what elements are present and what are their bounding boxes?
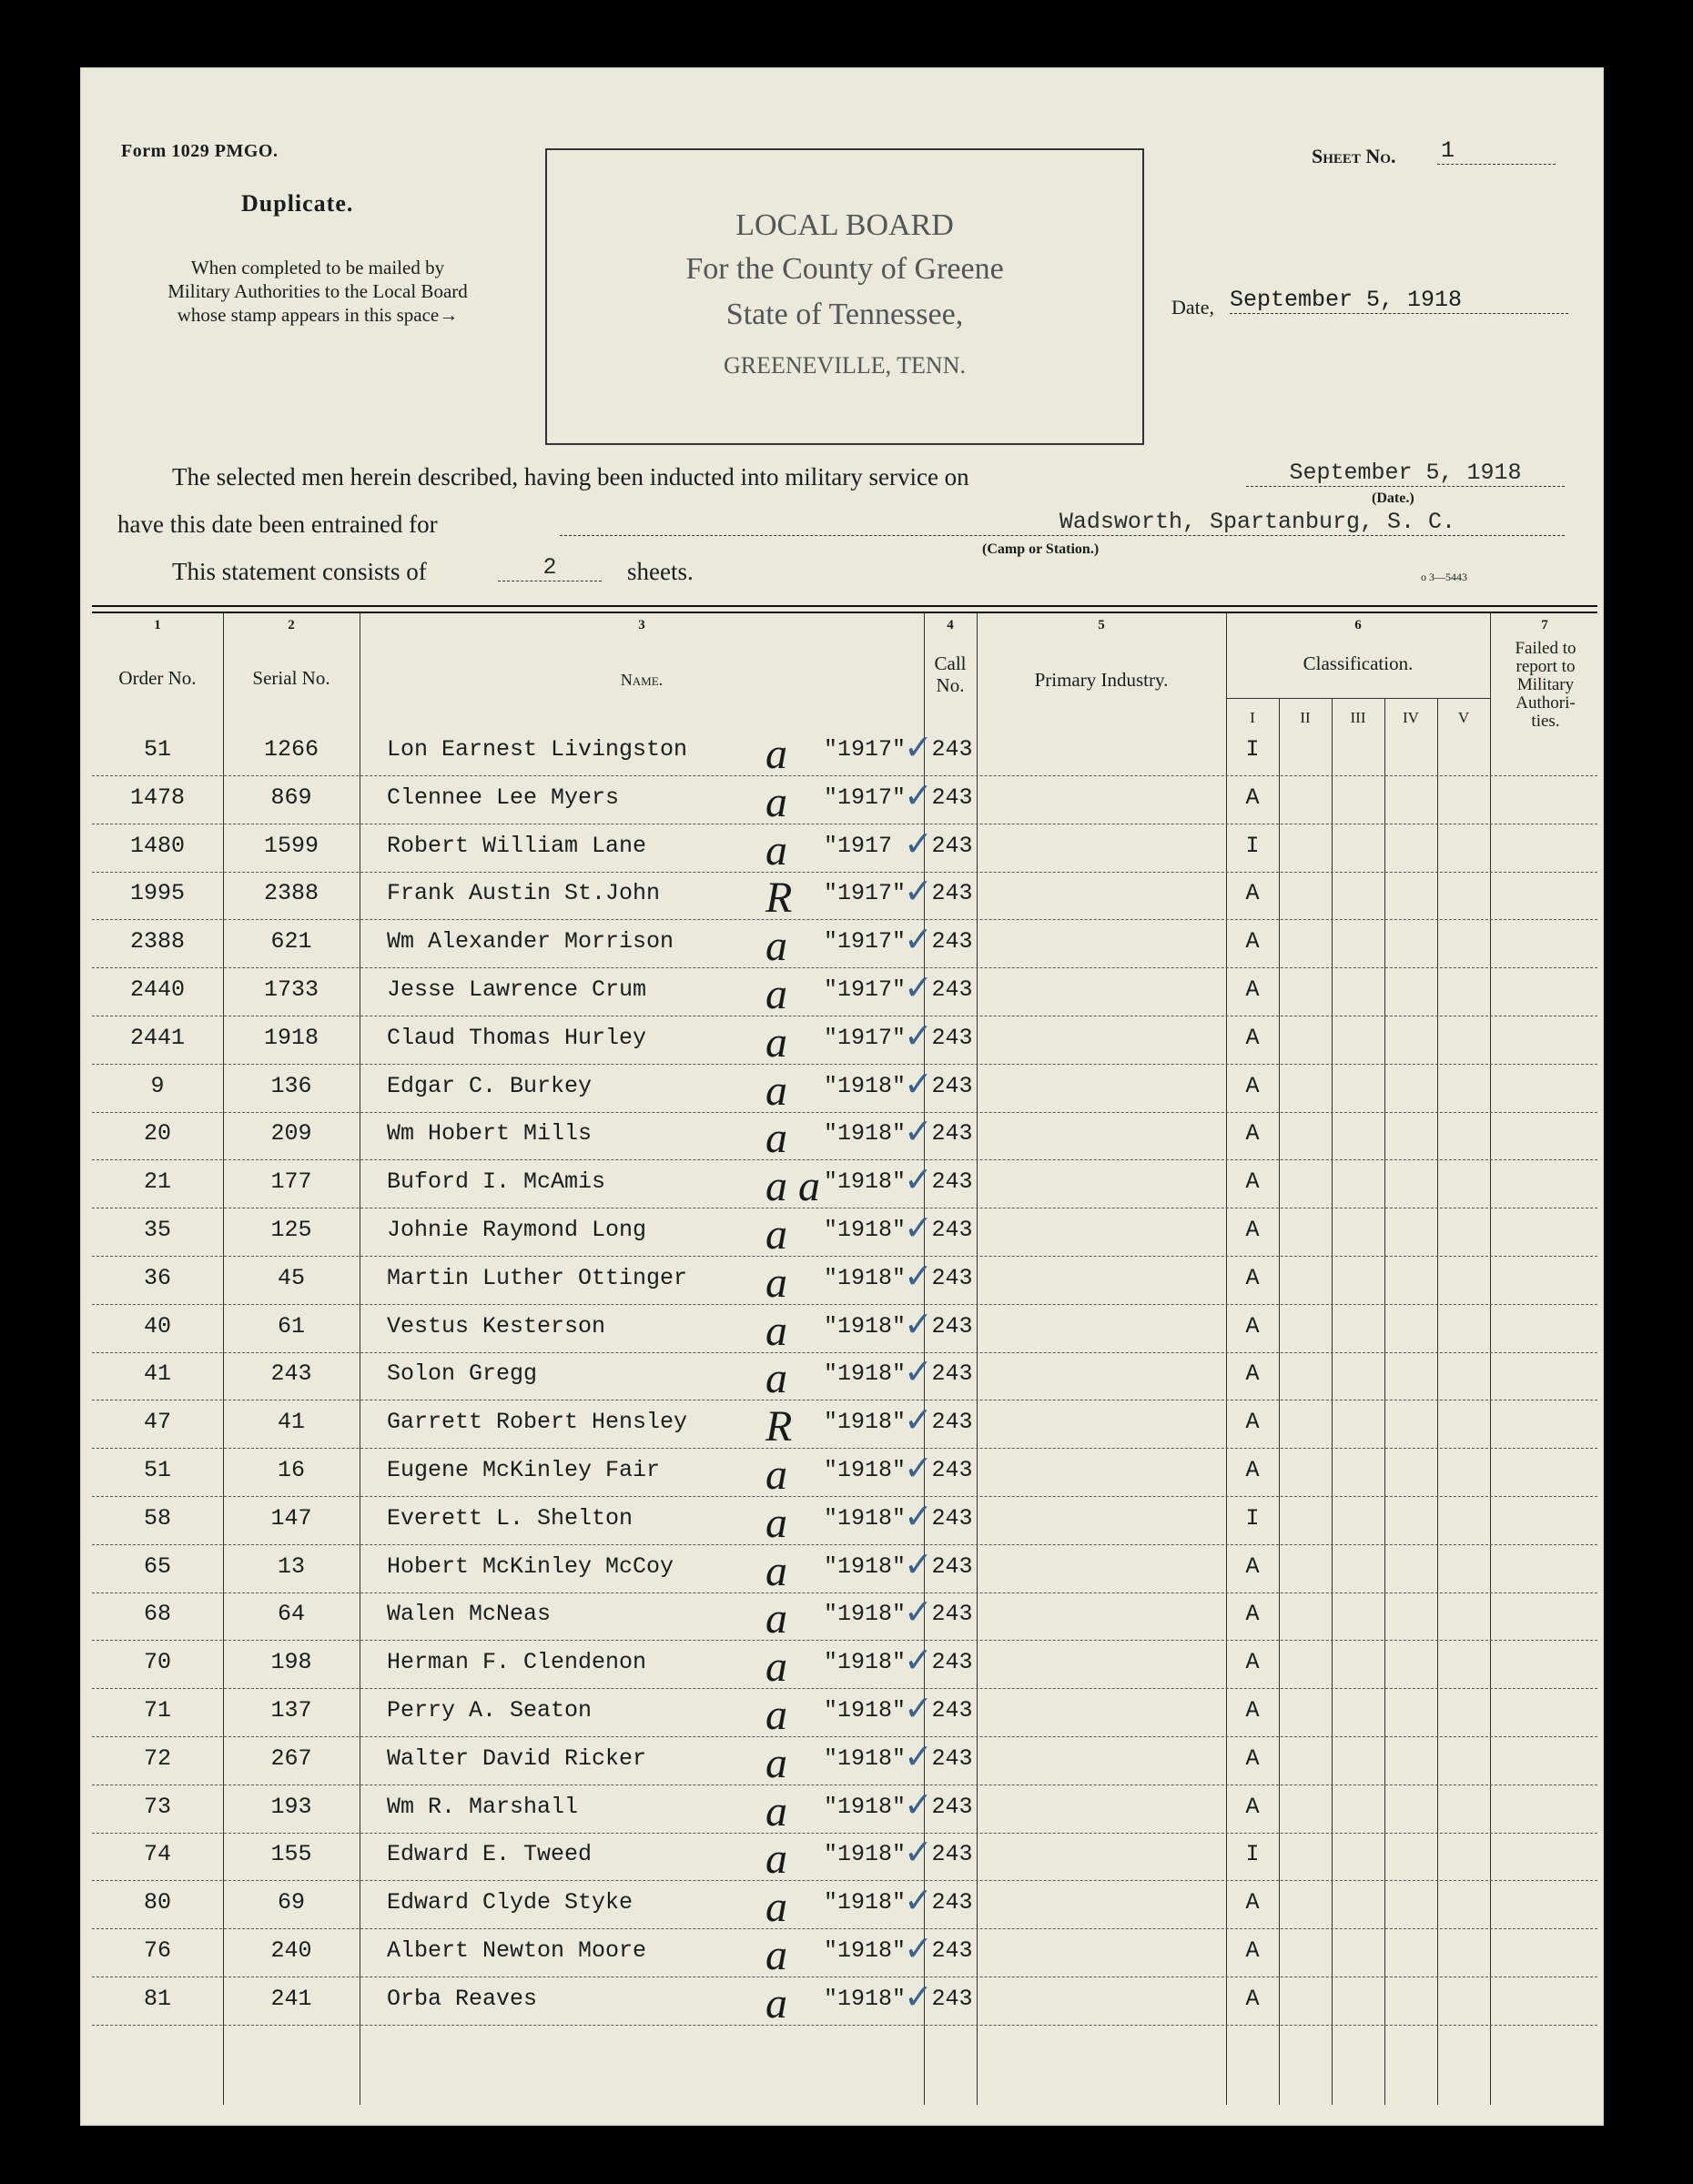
status-mark: a [765, 1931, 787, 1979]
checkmark-icon: ✓ [904, 1015, 933, 1056]
year-cell: "1918" [824, 1841, 907, 1868]
table-row [92, 1159, 1597, 1211]
year-cell: "1917" [824, 1024, 907, 1051]
call-no-cell: 243 [931, 1601, 973, 1628]
table-row [92, 919, 1597, 971]
table-row [92, 1255, 1597, 1307]
serial-no-cell: 64 [277, 1601, 305, 1628]
print-code: o 3—5443 [1421, 571, 1467, 583]
table-row [92, 1209, 1597, 1257]
name-cell: Wm R. Marshall [387, 1793, 579, 1820]
call-no-cell: 243 [931, 1217, 973, 1243]
table-row [92, 1640, 1597, 1692]
checkmark-icon: ✓ [904, 1063, 933, 1104]
call-no-cell: 243 [931, 1360, 973, 1388]
col-number: 5 [1098, 618, 1105, 632]
checkmark-icon: ✓ [904, 919, 933, 960]
call-no-cell: 243 [931, 1552, 973, 1580]
table-row [92, 969, 1597, 1016]
local-board-stamp [545, 148, 1144, 445]
status-mark: a [765, 1017, 787, 1067]
call-no-cell: 243 [931, 1649, 973, 1676]
classification-cell: A [1245, 1312, 1260, 1340]
serial-no-cell: 209 [270, 1120, 312, 1148]
call-no-cell: 243 [931, 784, 973, 811]
year-cell: "1918" [824, 1601, 907, 1628]
checkmark-icon: ✓ [904, 1640, 933, 1681]
checkmark-icon: ✓ [904, 1159, 933, 1200]
call-no-cell: 243 [931, 1744, 973, 1772]
col-number: 2 [288, 618, 295, 632]
status-mark: a [765, 970, 787, 1018]
classification-cell: I [1245, 736, 1260, 763]
classification-cell: A [1245, 1697, 1260, 1724]
year-cell: "1917" [824, 928, 907, 956]
order-no-cell: 65 [143, 1552, 171, 1580]
status-mark: a [765, 1066, 787, 1115]
checkmark-icon: ✓ [904, 1495, 933, 1536]
statement-line-3: This statement consists of [172, 558, 427, 585]
table-row [92, 1880, 1597, 1932]
year-cell: "1918" [824, 1264, 907, 1291]
status-mark: a a [765, 1162, 820, 1211]
name-cell: Johnie Raymond Long [387, 1217, 647, 1243]
class-col-iii: III [1350, 709, 1366, 726]
year-cell: "1917" [824, 736, 907, 763]
induction-date: September 5, 1918 [1246, 460, 1565, 487]
classification-cell: A [1245, 928, 1260, 956]
call-no-cell: 243 [931, 1264, 973, 1291]
header-order-no: Order No. [118, 667, 197, 689]
statement-line-2: have this date been entrained for [117, 511, 438, 538]
checkmark-icon: ✓ [904, 1400, 933, 1441]
year-cell: "1918" [824, 1793, 907, 1820]
year-cell: "1918" [824, 1889, 907, 1916]
name-cell: Wm Alexander Morrison [387, 928, 674, 956]
classification-cell: A [1245, 784, 1260, 811]
checkmark-icon: ✓ [904, 823, 933, 864]
stamp-line-2: For the County of Greene [685, 252, 1004, 286]
checkmark-icon: ✓ [904, 774, 933, 815]
checkmark-icon: ✓ [904, 1208, 933, 1248]
classification-cell: I [1245, 832, 1260, 859]
checkmark-icon: ✓ [904, 1928, 933, 1968]
order-no-cell: 51 [143, 736, 171, 763]
year-cell: "1918" [824, 1649, 907, 1676]
name-cell: Lon Earnest Livingston [387, 736, 688, 763]
status-mark: a [765, 777, 787, 826]
table-row [92, 1401, 1597, 1449]
status-mark: a [765, 922, 787, 971]
checkmark-icon: ✓ [904, 1448, 933, 1488]
checkmark-icon: ✓ [904, 1303, 933, 1344]
checkmark-icon: ✓ [904, 871, 933, 912]
call-no-cell: 243 [931, 1168, 973, 1196]
serial-no-cell: 240 [270, 1937, 312, 1964]
serial-no-cell: 1266 [263, 736, 319, 763]
classification-cell: A [1245, 1649, 1260, 1676]
col-number: 3 [638, 618, 645, 632]
year-cell: "1918" [824, 1072, 907, 1099]
serial-no-cell: 69 [277, 1889, 305, 1916]
status-mark: a [765, 825, 787, 875]
call-no-cell: 243 [931, 736, 973, 763]
call-no-cell: 243 [931, 1024, 973, 1051]
order-no-cell: 51 [143, 1457, 171, 1483]
class-col-v: V [1457, 709, 1470, 726]
order-no-cell: 70 [143, 1649, 171, 1676]
status-mark: a [765, 1883, 787, 1932]
stamp-line-4: GREENEVILLE, TENN. [724, 352, 966, 379]
table-row [92, 1111, 1597, 1163]
checkmark-icon: ✓ [904, 1255, 933, 1296]
call-no-cell: 243 [931, 1985, 973, 2012]
table-row [92, 871, 1597, 923]
classification-cell: A [1245, 1552, 1260, 1580]
year-cell: "1918" [824, 1168, 907, 1196]
serial-no-cell: 869 [270, 784, 312, 811]
status-mark: a [765, 1786, 787, 1835]
class-col-ii: II [1300, 709, 1311, 726]
class-col-i: I [1250, 709, 1255, 726]
classification-cell: A [1245, 1360, 1260, 1388]
year-cell: "1918" [824, 1457, 907, 1483]
order-no-cell: 9 [150, 1072, 165, 1099]
form-id: Form 1029 PMGO. [121, 141, 279, 161]
name-cell: Frank Austin St.John [387, 880, 661, 907]
call-no-cell: 243 [931, 928, 973, 956]
serial-no-cell: 2388 [263, 880, 319, 907]
checkmark-icon: ✓ [904, 1592, 933, 1633]
year-cell: "1918" [824, 1217, 907, 1243]
call-no-cell: 243 [931, 1841, 973, 1868]
name-cell: Edward Clyde Styke [387, 1889, 634, 1916]
order-no-cell: 74 [143, 1841, 171, 1868]
call-no-cell: 243 [931, 880, 973, 907]
call-no-cell: 243 [931, 1793, 973, 1820]
year-cell: "1918" [824, 1985, 907, 2012]
name-cell: Buford I. McAmis [387, 1168, 606, 1196]
checkmark-icon: ✓ [904, 1976, 933, 2017]
year-cell: "1918" [824, 1120, 907, 1148]
serial-no-cell: 136 [270, 1072, 312, 1099]
year-cell: "1918" [824, 1409, 907, 1436]
name-cell: Hobert McKinley McCoy [387, 1552, 674, 1580]
name-cell: Martin Luther Ottinger [387, 1264, 688, 1291]
order-no-cell: 81 [143, 1985, 171, 2012]
name-cell: Everett L. Shelton [387, 1504, 634, 1532]
name-cell: Vestus Kesterson [387, 1312, 606, 1340]
checkmark-icon: ✓ [904, 1688, 933, 1728]
checkmark-icon: ✓ [904, 727, 933, 767]
table-row [92, 1930, 1597, 1977]
call-no-cell: 243 [931, 1120, 973, 1148]
year-cell: "1917" [824, 784, 907, 811]
order-no-cell: 1478 [129, 784, 185, 811]
serial-no-cell: 147 [270, 1504, 312, 1532]
classification-cell: A [1245, 1744, 1260, 1772]
header-name: Name. [620, 671, 664, 689]
classification-cell: A [1245, 1793, 1260, 1820]
order-no-cell: 71 [143, 1697, 171, 1724]
checkmark-icon: ✓ [904, 1832, 933, 1873]
order-no-cell: 1995 [129, 880, 185, 907]
serial-no-cell: 1918 [263, 1024, 319, 1051]
statement-line-4: sheets. [627, 558, 694, 585]
inductee-table [81, 612, 1603, 2123]
sheet-count: 2 [498, 554, 602, 581]
order-no-cell: 68 [143, 1601, 171, 1628]
serial-no-cell: 267 [270, 1744, 312, 1772]
name-cell: Albert Newton Moore [387, 1937, 647, 1964]
classification-cell: A [1245, 1457, 1260, 1483]
checkmark-icon: ✓ [904, 1735, 933, 1776]
table-row [92, 1063, 1597, 1115]
table-row [92, 1017, 1597, 1065]
status-mark: a [765, 1594, 787, 1643]
status-mark: a [765, 730, 787, 778]
serial-no-cell: 16 [277, 1457, 305, 1483]
call-no-cell: 243 [931, 1409, 973, 1436]
year-cell: "1917" [824, 880, 907, 907]
table-row [92, 1495, 1597, 1547]
order-no-cell: 36 [143, 1264, 171, 1291]
order-no-cell: 2388 [129, 928, 185, 956]
status-mark: R [765, 874, 793, 923]
serial-no-cell: 1599 [263, 832, 319, 859]
table-row [92, 774, 1597, 826]
name-cell: Clennee Lee Myers [387, 784, 620, 811]
destination: Wadsworth, Spartanburg, S. C. [560, 509, 1565, 536]
col-number: 4 [947, 618, 954, 632]
sheet-number-value: 1 [1437, 137, 1556, 165]
serial-no-cell: 241 [270, 1985, 312, 2012]
name-cell: Edward E. Tweed [387, 1841, 593, 1868]
table-row [92, 1593, 1597, 1641]
status-mark: a [765, 1738, 787, 1787]
classification-cell: A [1245, 1937, 1260, 1964]
call-no-cell: 243 [931, 1697, 973, 1724]
header-classification: Classification. [1303, 652, 1414, 674]
table-row [92, 1543, 1597, 1595]
order-no-cell: 80 [143, 1889, 171, 1916]
call-no-cell: 243 [931, 1072, 973, 1099]
checkmark-icon: ✓ [904, 1880, 933, 1921]
serial-no-cell: 193 [270, 1793, 312, 1820]
order-no-cell: 21 [143, 1168, 171, 1196]
name-cell: Claud Thomas Hurley [387, 1024, 647, 1051]
call-no-cell: 243 [931, 976, 973, 1003]
call-no-cell: 243 [931, 1457, 973, 1483]
status-mark: a [765, 1546, 787, 1595]
year-cell: "1918" [824, 1697, 907, 1724]
checkmark-icon: ✓ [904, 1111, 933, 1152]
table-row [92, 825, 1597, 873]
status-mark: a [765, 1643, 787, 1692]
duplicate-label: Duplicate. [241, 190, 354, 217]
order-no-cell: 58 [143, 1504, 171, 1532]
year-cell: "1918" [824, 1504, 907, 1532]
classification-cell: A [1245, 1024, 1260, 1051]
col-number: 1 [154, 618, 161, 632]
checkmark-icon: ✓ [904, 967, 933, 1007]
call-no-cell: 243 [931, 1312, 973, 1340]
serial-no-cell: 41 [277, 1409, 305, 1436]
destination-caption: (Camp or Station.) [982, 541, 1100, 557]
classification-cell: A [1245, 1985, 1260, 2012]
classification-cell: I [1245, 1841, 1260, 1868]
year-cell: "1918" [824, 1552, 907, 1580]
name-cell: Orba Reaves [387, 1985, 538, 2012]
status-mark: a [765, 1354, 787, 1403]
order-no-cell: 35 [143, 1217, 171, 1243]
classification-cell: A [1245, 1409, 1260, 1436]
year-cell: "1918" [824, 1744, 907, 1772]
status-mark: a [765, 1978, 787, 2027]
table-row [92, 729, 1597, 776]
name-cell: Solon Gregg [387, 1360, 538, 1388]
year-cell: "1918" [824, 1312, 907, 1340]
name-cell: Walen McNeas [387, 1601, 552, 1628]
name-cell: Robert William Lane [387, 832, 647, 859]
serial-no-cell: 137 [270, 1697, 312, 1724]
date-value: September 5, 1918 [1230, 287, 1568, 314]
call-no-cell: 243 [931, 832, 973, 859]
serial-no-cell: 155 [270, 1841, 312, 1868]
status-mark: a [765, 1210, 787, 1259]
status-mark: a [765, 1258, 787, 1307]
sheet-number-label: Sheet No. [1312, 145, 1396, 167]
order-no-cell: 73 [143, 1793, 171, 1820]
serial-no-cell: 125 [270, 1217, 312, 1243]
status-mark: a [765, 1835, 787, 1884]
order-no-cell: 1480 [129, 832, 185, 859]
table-row [92, 1786, 1597, 1834]
class-col-iv: IV [1403, 709, 1419, 726]
call-no-cell: 243 [931, 1937, 973, 1964]
classification-cell: A [1245, 1601, 1260, 1628]
classification-cell: A [1245, 1072, 1260, 1099]
order-no-cell: 40 [143, 1312, 171, 1340]
order-no-cell: 72 [143, 1744, 171, 1772]
order-no-cell: 2440 [129, 976, 185, 1003]
status-mark: R [765, 1402, 793, 1451]
status-mark: a [765, 1498, 787, 1547]
order-no-cell: 76 [143, 1937, 171, 1964]
order-no-cell: 2441 [129, 1024, 185, 1051]
name-cell: Perry A. Seaton [387, 1697, 593, 1724]
serial-no-cell: 198 [270, 1649, 312, 1676]
year-cell: "1918" [824, 1360, 907, 1388]
checkmark-icon: ✓ [904, 1543, 933, 1584]
serial-no-cell: 61 [277, 1312, 305, 1340]
mailing-instructions: When completed to be mailed by Military Authorities to the Local Board whose stamp appears in this space→ [167, 257, 468, 326]
document-page [80, 67, 1604, 2126]
status-mark: a [765, 1306, 787, 1355]
year-cell: "1918" [824, 1937, 907, 1964]
status-mark: a [765, 1691, 787, 1739]
serial-no-cell: 177 [270, 1168, 312, 1196]
col-number: 7 [1541, 618, 1548, 632]
call-no-cell: 243 [931, 1889, 973, 1916]
classification-cell: A [1245, 1120, 1260, 1148]
table-row [92, 1450, 1597, 1497]
statement-line-1: The selected men herein described, having been inducted into military service on [172, 463, 969, 490]
status-mark: a [765, 1114, 787, 1163]
header-primary-industry: Primary Industry. [1034, 669, 1169, 691]
year-cell: "1917 [824, 832, 893, 859]
name-cell: Jesse Lawrence Crum [387, 976, 647, 1003]
col-number: 6 [1354, 618, 1362, 632]
classification-cell: A [1245, 880, 1260, 907]
order-no-cell: 47 [143, 1409, 171, 1436]
header-serial-no: Serial No. [252, 667, 330, 689]
serial-no-cell: 243 [270, 1360, 312, 1388]
classification-cell: A [1245, 976, 1260, 1003]
year-cell: "1917" [824, 976, 907, 1003]
stamp-line-1: LOCAL BOARD [735, 208, 954, 242]
serial-no-cell: 45 [277, 1264, 305, 1291]
serial-no-cell: 13 [277, 1552, 305, 1580]
name-cell: Walter David Ricker [387, 1744, 647, 1772]
table-row [92, 1351, 1597, 1403]
date-caption: (Date.) [1372, 490, 1414, 506]
name-cell: Garrett Robert Hensley [387, 1409, 688, 1436]
table-row [92, 1832, 1597, 1884]
classification-cell: A [1245, 1217, 1260, 1243]
serial-no-cell: 621 [270, 928, 312, 956]
order-no-cell: 41 [143, 1360, 171, 1388]
order-no-cell: 20 [143, 1120, 171, 1148]
header-failed-to-report: Failed to report to Military Authori- ties. [1515, 639, 1576, 731]
classification-cell: A [1245, 1168, 1260, 1196]
table-row [92, 1735, 1597, 1787]
classification-cell: A [1245, 1889, 1260, 1916]
status-mark: a [765, 1451, 787, 1499]
table-row [92, 1303, 1597, 1355]
checkmark-icon: ✓ [904, 1784, 933, 1825]
row-underline [92, 2025, 1597, 2026]
date-label: Date, [1171, 296, 1215, 318]
serial-no-cell: 1733 [263, 976, 319, 1003]
name-cell: Edgar C. Burkey [387, 1072, 593, 1099]
header-call-no: Call No. [934, 652, 967, 696]
classification-cell: I [1245, 1504, 1260, 1532]
classification-cell: A [1245, 1264, 1260, 1291]
name-cell: Herman F. Clendenon [387, 1649, 647, 1676]
table-row [92, 1978, 1597, 2026]
stamp-line-3: State of Tennessee, [725, 298, 964, 331]
checkmark-icon: ✓ [904, 1351, 933, 1392]
table-row [92, 1690, 1597, 1737]
name-cell: Eugene McKinley Fair [387, 1457, 661, 1483]
name-cell: Wm Hobert Mills [387, 1120, 593, 1148]
classification-rule [1226, 698, 1490, 699]
call-no-cell: 243 [931, 1504, 973, 1532]
